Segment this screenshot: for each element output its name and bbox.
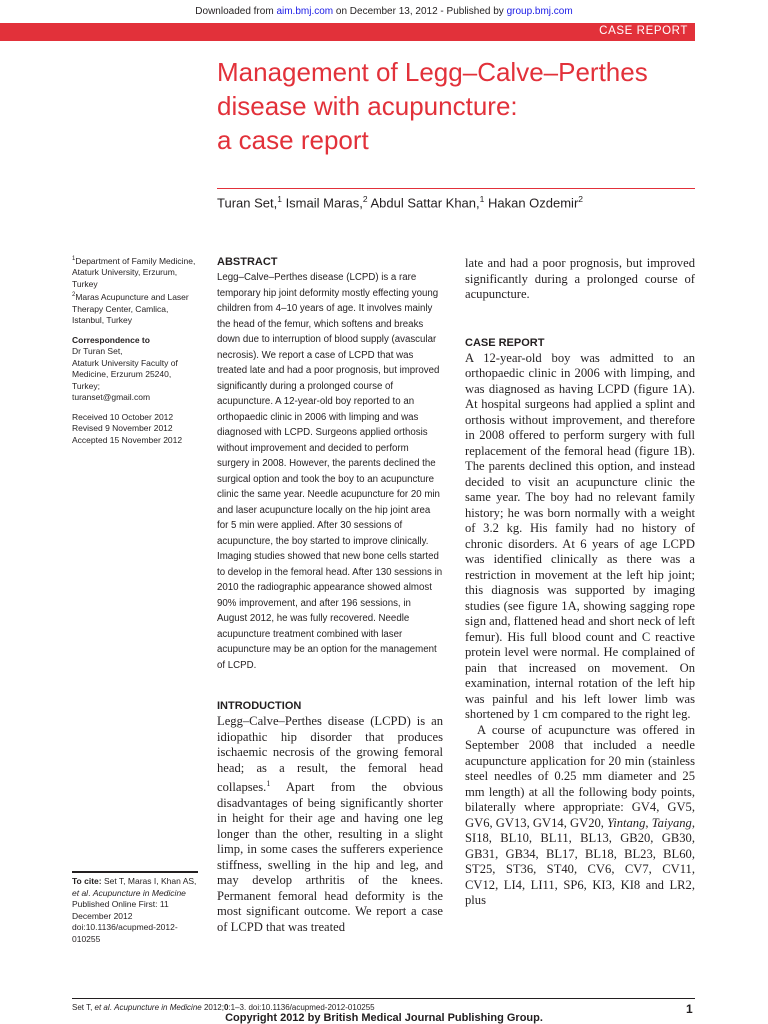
cite-text: Published Online First: 11 December 2012 doi:10.1136/acupmed-2012-010255 (72, 899, 178, 944)
footer-text: 2012; (201, 1003, 224, 1012)
footer-text: . (109, 1003, 115, 1012)
footer-text: :1–3. doi:10.1136/acupmed-2012-010255 (228, 1003, 375, 1012)
footer-citation (72, 1003, 375, 1012)
case-report-paragraph-1: A 12-year-old boy was admitted to an orthopaedic clinic in 2006 with limping, and was diagnosed as having LCPD (figure 1A). At hospital surgeons had applied a splint and orthosis without improvement, and therefore in 2008 offered to perform surgery with full replacement of the femoral head (figure 1B). The parents declined this option, and instead decided to visit an acupuncture clinic the same year. The boy had no relevant family history; he was born normally with a weight of 3.2 kg. His family had no history of chronic disorders. At 6 years of age LCPD was identified clinically as there was a restriction in movement at the left hip joint; this diagnosis was supported by imaging studies (see figure 1A, showing sagging rope sign and, flattened head and short neck of left femur). His full blood count and C reactive protein level were normal. He complained of pain that increased on movement. On examination, internal rotation of the left hip was painful and his left lower limb was shortened by 1 cm compared to the right leg. (465, 350, 695, 721)
case-text-part: A course of acupuncture was offered in September 2008 that included a needle acupuncture application for 20 min (stainless steel needles of 0.25 mm diameter and 25 mm length) at all the following body points, bilaterally where appropriate: GV4, GV5, GV6, GV13, GV14, GV20, (465, 722, 695, 830)
footer-journal: Acupuncture in Medicine (114, 1003, 202, 1012)
affiliation-1 (72, 254, 200, 290)
affiliation-text: Maras Acupuncture and Laser Therapy Center, Camlica, Istanbul, Turkey (72, 292, 189, 326)
footer-etal: et al (94, 1003, 110, 1012)
copyright-notice: Copyright 2012 by British Medical Journal Publishing Group. (225, 1012, 543, 1024)
title-line-3: a case report (217, 125, 369, 155)
author-name: Turan Set, (217, 195, 278, 211)
title-divider (217, 188, 695, 189)
group-bmj-link[interactable]: group.bmj.com (506, 6, 573, 17)
author-affiliation: 2 (362, 194, 368, 204)
author-name: Ismail Maras, (281, 195, 363, 211)
cite-text: Set T, Maras I, Khan AS, (101, 876, 197, 886)
abstract-text: Legg–Calve–Perthes disease (LCPD) is a rare temporary hip joint deformity mostly effecting young children from 4–10 years of age. It involves mainly the head of the femur, which softens and breaks down due to interruption of blood supply (avascular necrosis). We report a case of LCPD that was treated late and had a poor prognosis, but improved significantly during a prolonged course of acupuncture. A 12-year-old boy reported to an orthopaedic clinic in 2006 with limping and was diagnosed with LCPD. Surgeons applied orthosis without improvement and decided to perform surgery in 2008. However, the parents declined the surgical option and took the boy to an acupuncture clinic the same year. Needle acupuncture for 20 min and laser acupuncture locally on the hip joint area for 5 min were applied. After 30 sessions of acupuncture, the boy started to improve clinically. Imaging studies showed that new bone cells started to develop in the femoral head. After 130 sessions in 2010 the radiographic appearance showed almost 90% improvement, and after 196 sessions, in August 2012, he was fully recovered. Needle acupuncture treatment combined with laser acupuncture may be an option for the management of LCPD. (217, 272, 443, 671)
citation-box (72, 871, 198, 945)
author-name: Hakan Ozdemir (484, 195, 579, 211)
author-list (217, 194, 583, 210)
correspondence-address: Ataturk University Faculty of Medicine, Erzurum 25240, Turkey; (72, 357, 178, 391)
case-report-heading: CASE REPORT (465, 336, 545, 349)
affiliation-marker: 1 (72, 256, 76, 262)
download-prefix: Downloaded from (195, 6, 277, 17)
case-text-part: , (645, 815, 652, 830)
cite-text: . (88, 887, 93, 898)
intro-text-part: Legg–Calve–Perthes disease (LCPD) is an idiopathic hip disorder that produces ischaemic necrosis of the growing femoral head; as a result, the femoral head collapses. (217, 714, 443, 795)
case-report-paragraph-2 (465, 723, 695, 909)
affiliation-2 (72, 290, 200, 326)
author-affiliation: 1 (277, 194, 282, 204)
introduction-text (217, 714, 443, 935)
case-text-part: , SI18, BL10, BL11, BL13, GB20, GB30, GB31, GB34, BL17, BL18, BL23, BL60, ST25, ST36, ST40, CV6, CV7, CV11, CV12, LI4, LI11, SP6, KI3, KI8 and LR2, plus (465, 815, 695, 907)
article-title (217, 55, 697, 157)
aim-bmj-link[interactable]: aim.bmj.com (276, 6, 334, 17)
download-notice (0, 6, 768, 17)
intro-text-part: Apart from the obvious disadvantages of being significantly shorter in height for their age and having one leg longer than the other, resulting in a slight limp, in some cases the sufferers experience stiffness, swelling in the hip and leg, and may develop arthritis of the knees. Permanent femoral head deformity is the most significant outcome. We report a case of LCPD that was treated (217, 780, 443, 934)
revised-date: Revised 9 November 2012 (72, 423, 173, 434)
received-date: Received 10 October 2012 (72, 411, 174, 422)
reference-marker[interactable]: 1 (266, 779, 271, 788)
affiliation-text: Department of Family Medicine, Ataturk University, Erzurum, Turkey (72, 255, 196, 289)
footer-volume: 0 (223, 1003, 229, 1012)
point-taiyang: Taiyang (651, 815, 692, 830)
continued-text: late and had a poor prognosis, but improved significantly during a prolonged course of acupuncture. (465, 256, 695, 301)
footer-text: Set T, (72, 1003, 95, 1012)
section-label: CASE REPORT (599, 25, 688, 37)
cite-journal: Acupuncture in Medicine (92, 887, 186, 898)
point-yintang: Yintang (607, 815, 646, 830)
abstract-heading: ABSTRACT (217, 256, 278, 268)
author-affiliation: 1 (479, 194, 485, 204)
author-affiliation: 2 (578, 194, 584, 204)
accepted-date: Accepted 15 November 2012 (72, 434, 183, 445)
author-name: Abdul Sattar Khan, (367, 195, 480, 211)
section-banner (0, 23, 695, 41)
footer-divider (72, 998, 695, 999)
correspondence-email[interactable]: turanset@gmail.com (72, 392, 151, 403)
correspondence-name: Dr Turan Set, (72, 346, 123, 357)
introduction-heading: INTRODUCTION (217, 700, 302, 712)
column-right (465, 256, 695, 909)
article-sidebar (72, 254, 200, 446)
title-line-2: disease with acupuncture: (217, 91, 518, 121)
affiliation-marker: 2 (72, 292, 76, 299)
download-middle: on December 13, 2012 - Published by (333, 6, 507, 17)
cite-etal: et al (72, 887, 89, 898)
correspondence-heading: Correspondence to (72, 334, 150, 345)
cite-label: To cite: (72, 876, 102, 886)
page-number: 1 (686, 1002, 693, 1016)
title-line-1: Management of Legg–Calve–Perthes (217, 57, 648, 87)
column-left (217, 256, 443, 935)
